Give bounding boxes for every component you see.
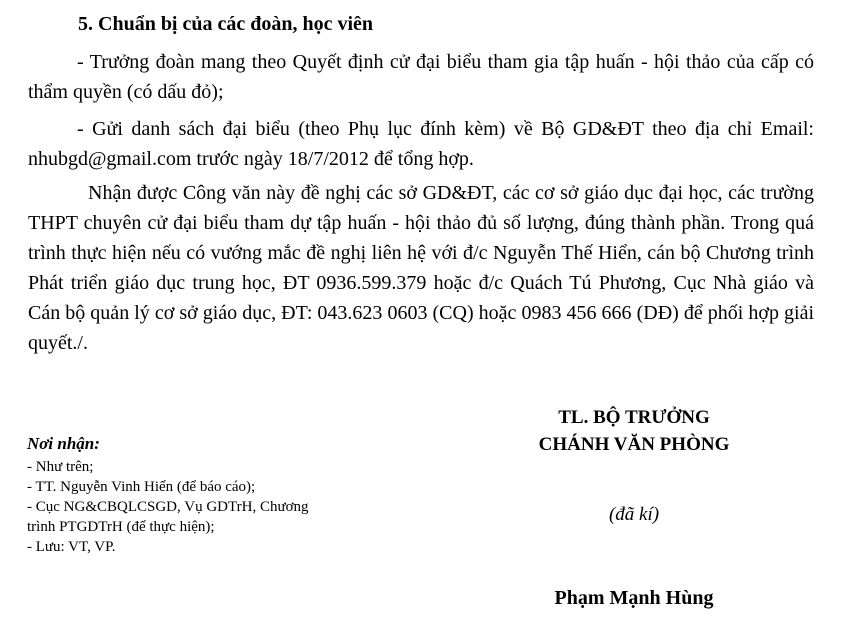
paragraph-send-list: - Gửi danh sách đại biểu (theo Phụ lục đính kèm) về Bộ GD&ĐT theo địa chỉ Email: nhubgd@gmail.com trước ngày 18/7/2012 để tổng hợp. <box>28 118 814 170</box>
signed-note: (đã kí) <box>608 504 660 525</box>
signature-title-line-2: CHÁNH VĂN PHÒNG <box>538 434 730 455</box>
recipient-line: trình PTGDTrH (để thực hiện); <box>27 519 215 535</box>
recipient-line: - Cục NG&CBQLCSGD, Vụ GDTrH, Chương <box>27 499 309 515</box>
signature-title-line-1: TL. BỘ TRƯỞNG <box>558 407 710 428</box>
signer-name: Phạm Mạnh Hùng <box>554 587 714 609</box>
recipients-block <box>27 431 407 557</box>
recipient-line: - Lưu: VT, VP. <box>27 539 116 555</box>
signature-title <box>500 404 768 458</box>
paragraph-delegation-decision: - Trưởng đoàn mang theo Quyết định cử đại biểu tham gia tập huấn - hội thảo của cấp có thẩm quyền (có dấu đỏ); <box>28 51 814 103</box>
recipient-line: - Như trên; <box>27 459 94 475</box>
recipients-title: Nơi nhận: <box>27 434 100 453</box>
paragraph-request-contact: Nhận được Công văn này đề nghị các sở GD&ĐT, các cơ sở giáo dục đại học, các trường THPT chuyên cử đại biểu tham dự tập huấn - hội thảo đủ số lượng, đúng thành phần. Trong quá trình thực hiện nếu có vướng mắc đề nghị liên hệ với đ/c Nguyễn Thế Hiển, cán bộ Chương trình Phát triển giáo dục trung học, ĐT 0936.599.379 hoặc đ/c Quách Tú Phương, Cục Nhà giáo và Cán bộ quản lý cơ sở giáo dục, ĐT: 043.623 0603 (CQ) hoặc 0983 456 666 (DĐ) để phối hợp giải quyết./. <box>28 182 814 354</box>
recipient-line: - TT. Nguyễn Vinh Hiển (để báo cáo); <box>27 479 256 495</box>
section-heading: 5. Chuẩn bị của các đoàn, học viên <box>78 13 374 35</box>
